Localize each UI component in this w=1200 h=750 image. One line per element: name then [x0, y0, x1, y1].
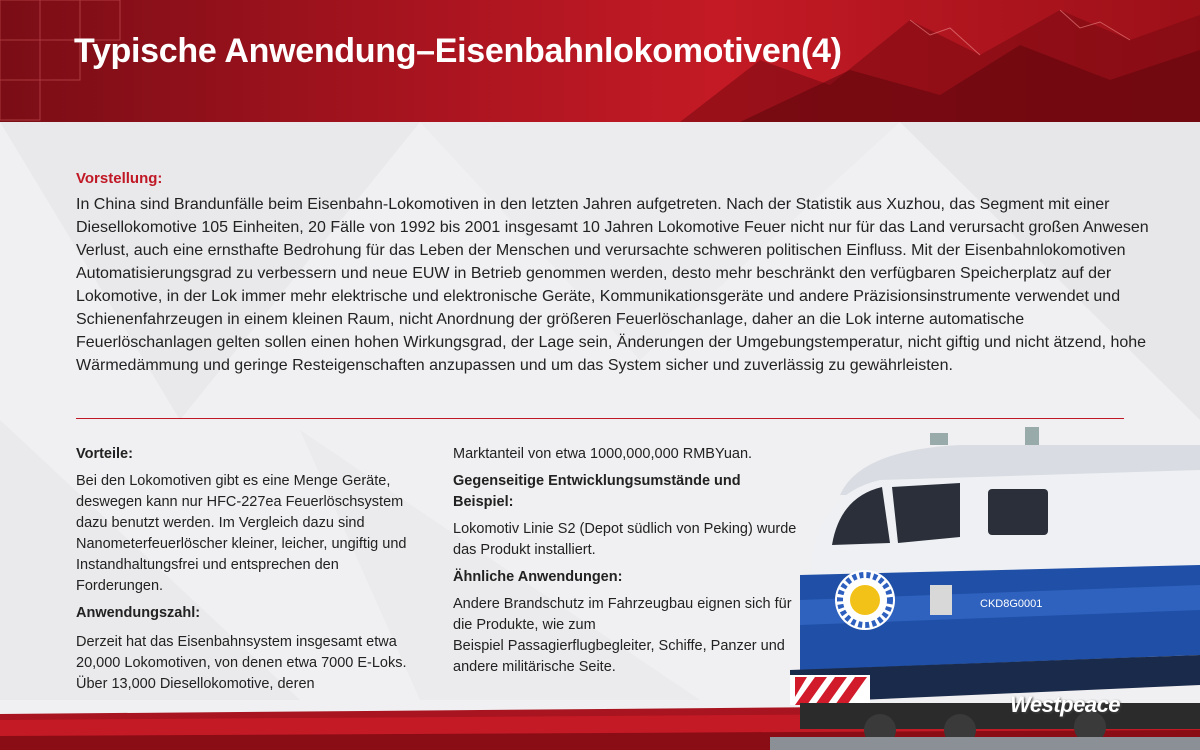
similar-applications-heading: Ähnliche Anwendungen:: [453, 569, 623, 585]
application-count-heading: Anwendungszahl:: [76, 605, 201, 621]
application-count-text: Derzeit hat das Eisenbahnsystem insgesamt etwa 20,000 Lokomotiven, von denen etwa 7000 E-Loks. Über 13,000 Diesellokomotive, deren: [76, 634, 407, 692]
example-text: Lokomotiv Linie S2 (Depot südlich von Peking) wurde das Produkt installiert.: [453, 521, 797, 558]
example-heading: Gegenseitige Entwicklungsumstände und Beispiel:: [453, 473, 741, 510]
intro-section: [76, 170, 1156, 377]
advantages-text: Bei den Lokomotiven gibt es eine Menge Geräte, deswegen kann nur HFC-227ea Feuerlöschsystem dazu benutzt werden. Im Vergleich dazu sind Nanometerfeuerlöscher kleiner, leicher, ungiftig und Instandhaltungsfrei und entsprechen den Forderungen.: [76, 473, 407, 594]
intro-text: In China sind Brandunfälle beim Eisenbahn-Lokomotiven in den letzten Jahren aufgetreten. Nach der Statistik aus Xuzhou, das Segment mit einer Diesellokomotive 105 Einheiten, 20 Fälle von 1992 bis 2001 insgesamt 10 Jahren Lokomotive Feuer nicht nur für das Land verursacht großen Anwesen Verlust, auch eine ernsthafte Bedrohung für das Leben der Menschen und verursachte schweren politischen Einfluss. Mit der Eisenbahnlokomotiven Automatisierungsgrad zu verbessern und neue EUW in Betrieb genommen werden, desto mehr beschränkt den verfügbaren Speicherplatz auf der Lokomotive, in der Lok immer mehr elektrische und elektronische Geräte, Kommunikationsgeräte und andere Präzisionsinstrumente verwendet und Schienenfahrzeugen in einem kleinen Raum, nicht Anordnung der größeren Feuerlöschanlage, daher an die Lok interne automatische Feuerlöschanlagen gelten sollen einen hohen Wirkungsgrad, der Lage sein, Änderungen der Umgebungstemperatur, nicht giftig und nicht ätzend, hohe Wärmedämmung und geringe Resteigenschaften anzupassen und um das System sicher und zuverlässig zu gewährleisten.: [76, 196, 1149, 374]
left-column: [76, 444, 421, 695]
brand-logo: Westpeace: [1010, 692, 1121, 717]
intro-heading: Vorstellung:: [76, 170, 163, 187]
right-column: [453, 444, 798, 678]
locomotive-image: [770, 425, 1200, 750]
header-banner: [0, 0, 1200, 122]
similar-applications-text: Andere Brandschutz im Fahrzeugbau eignen sich für die Produkte, wie zum Beispiel Passagierflugbegleiter, Schiffe, Panzer und andere militärische Seite.: [453, 596, 792, 675]
page-title: Typische Anwendung–Eisenbahnlokomotiven(4): [74, 32, 842, 70]
locomotive-number: CKD8G0001: [980, 598, 1043, 610]
market-share-text: Marktanteil von etwa 1000,000,000 RMBYuan.: [453, 446, 753, 462]
section-divider: [76, 418, 1124, 419]
advantages-heading: Vorteile:: [76, 446, 133, 462]
